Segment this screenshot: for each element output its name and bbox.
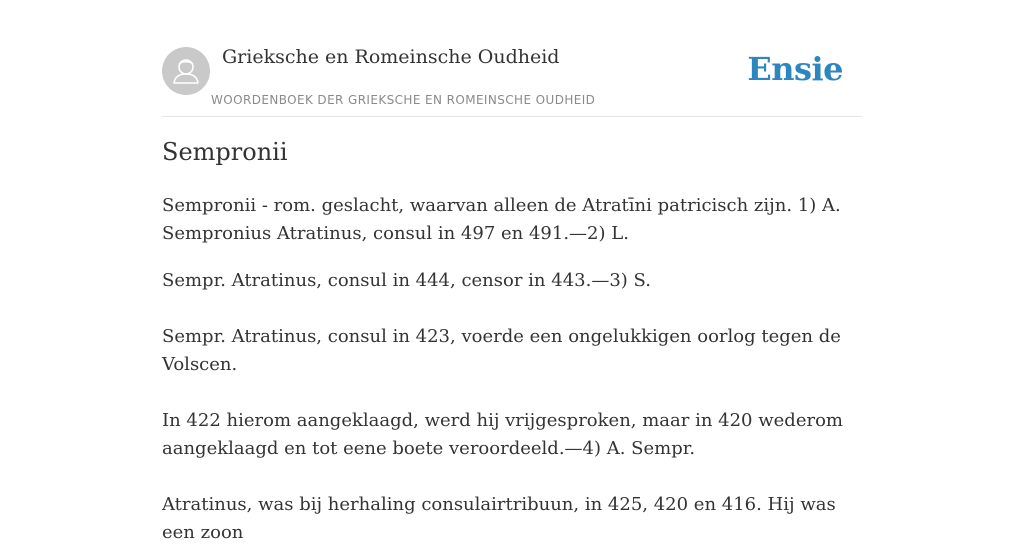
entry-content [162, 192, 866, 547]
entry-paragraph: Sempr. Atratinus, consul in 444, censor in 443.—3) S. [162, 270, 651, 291]
entry-paragraph: Sempr. Atratinus, consul in 423, voerde een ongelukkigen oorlog tegen de Volscen. [162, 326, 841, 375]
source-avatar[interactable] [162, 47, 210, 95]
source-subtitle[interactable]: WOORDENBOEK DER GRIEKSCHE EN ROMEINSCHE OUDHEID [211, 93, 596, 107]
entry-paragraph: Atratinus, was bij herhaling consulairtribuun, in 425, 420 en 416. Hij was een zoon [162, 494, 836, 543]
entry-paragraph: In 422 hierom aangeklaagd, werd hij vrijgesproken, maar in 420 wederom aangeklaagd en tot eene boete veroordeeld.—4) A. Sempr. [162, 410, 843, 459]
ensie-logo[interactable]: Ensie [747, 50, 843, 88]
user-icon [162, 47, 210, 95]
entry-title: Sempronii [162, 138, 288, 166]
entry-paragraph: Sempronii - rom. geslacht, waarvan alleen de Atratīni patricisch zijn. 1) A. Sempronius Atratinus, consul in 497 en 491.—2) L. [162, 195, 841, 244]
header [162, 0, 862, 117]
source-title[interactable]: Grieksche en Romeinsche Oudheid [222, 46, 560, 68]
